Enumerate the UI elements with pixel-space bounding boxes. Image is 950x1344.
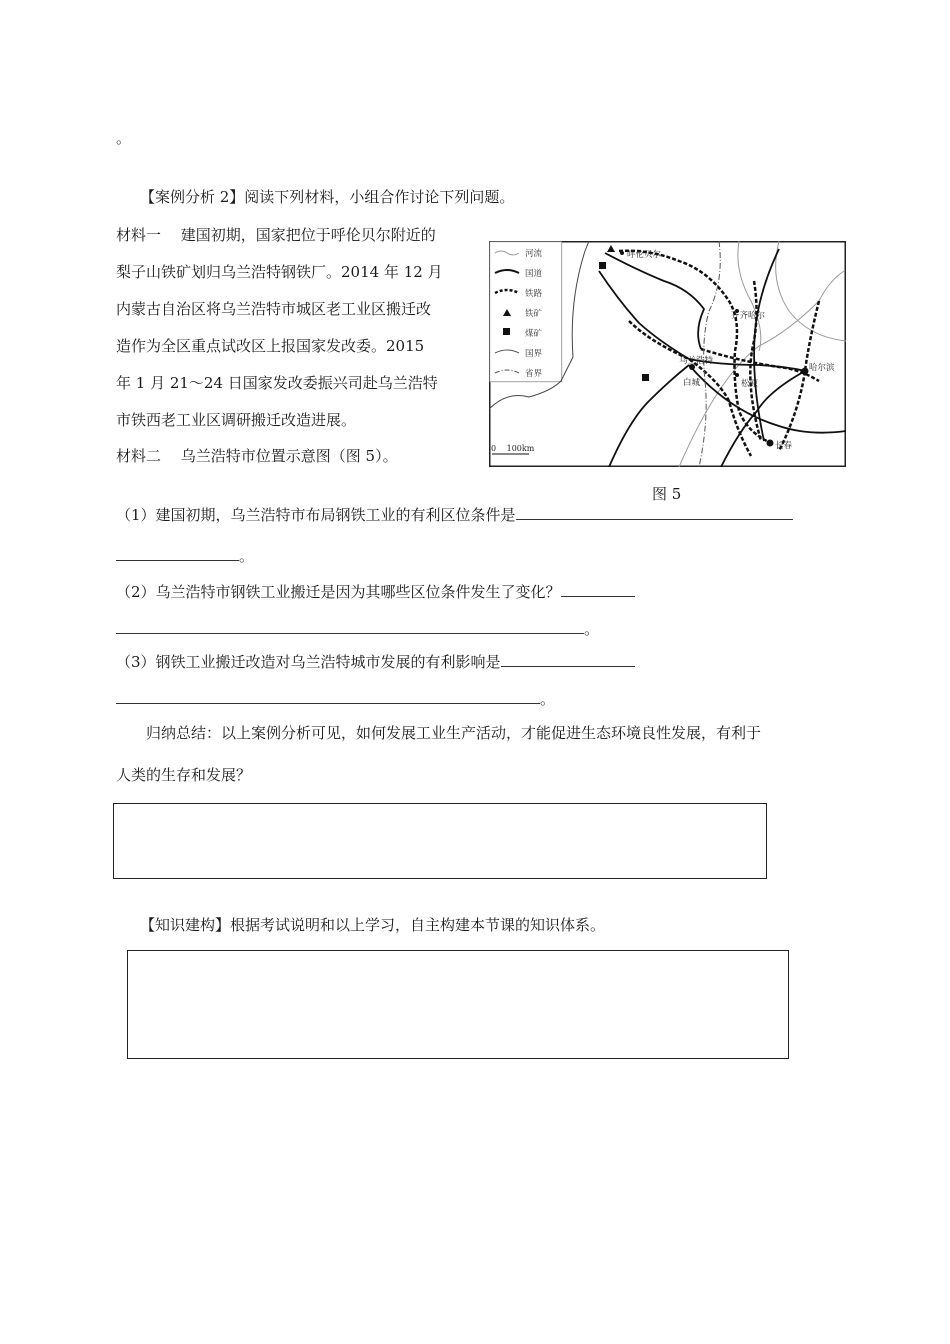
scale-label: 0 100km <box>491 444 535 453</box>
question-3-cont <box>116 689 555 709</box>
answer-blank[interactable] <box>501 652 635 667</box>
material-one-line: 梨子山铁矿划归乌兰浩特钢铁厂。2014 年 12 月 <box>116 263 443 281</box>
legend-river: 河流 <box>525 249 543 259</box>
city-label: 松原 <box>741 379 759 389</box>
legend-railway: 铁路 <box>525 289 543 299</box>
material-one-line: 造作为全区重点试改区上报国家发改委。2015 <box>116 337 425 355</box>
coal-mine-symbol <box>642 374 649 381</box>
legend-coal-symbol <box>503 328 510 335</box>
city-dot <box>620 251 624 255</box>
question-3-text: （3）钢铁工业搬迁改造对乌兰浩特城市发展的有利影响是 <box>116 653 501 671</box>
question-2 <box>116 582 635 602</box>
figure-caption: 图 5 <box>652 485 682 503</box>
question-1 <box>116 505 793 525</box>
city-label: 白城 <box>683 378 701 388</box>
answer-blank[interactable] <box>116 619 584 634</box>
legend-iron: 铁矿 <box>525 309 543 319</box>
city-dot <box>802 368 809 375</box>
summary-line-1: 归纳总结：以上案例分析可见，如何发展工业生产活动，才能促进生态环境良性发展，有利于 <box>146 724 762 742</box>
material-one-line: 年 1 月 21～24 日国家发改委振兴司赴乌兰浩特 <box>116 374 438 392</box>
question-1-cont <box>116 546 254 566</box>
answer-blank[interactable] <box>116 689 540 704</box>
case2-heading: 【案例分析 2】阅读下列材料，小组合作讨论下列问题。 <box>140 188 515 206</box>
question-1-text: （1）建国初期，乌兰浩特市布局钢铁工业的有利区位条件是 <box>116 506 516 524</box>
period: 。 <box>239 547 255 565</box>
legend-border: 国界 <box>525 349 543 359</box>
legend-province: 省界 <box>525 369 543 379</box>
city-dot <box>767 440 774 447</box>
city-label: 长春 <box>775 441 793 451</box>
answer-blank[interactable] <box>561 582 635 597</box>
answer-blank[interactable] <box>116 546 239 561</box>
material-one-line: 材料一 建国初期，国家把位于呼伦贝尔附近的 <box>116 226 436 244</box>
city-label: 呼伦贝尔 <box>627 250 662 260</box>
city-dot <box>735 373 739 377</box>
top-mark: 。 <box>116 129 132 147</box>
question-2-text: （2）乌兰浩特市钢铁工业搬迁是因为其哪些区位条件发生了变化？ <box>116 583 561 601</box>
knowledge-heading: 【知识建构】根据考试说明和以上学习，自主构建本节课的知识体系。 <box>140 916 606 934</box>
summary-line-2: 人类的生存和发展？ <box>116 766 252 784</box>
material-one-line: 市铁西老工业区调研搬迁改造进展。 <box>116 411 357 429</box>
legend-coal: 煤矿 <box>525 329 543 339</box>
material-one-line: 内蒙古自治区将乌兰浩特市城区老工业区搬迁改 <box>116 300 432 318</box>
knowledge-answer-box[interactable] <box>127 950 789 1059</box>
answer-blank[interactable] <box>516 505 793 520</box>
scale-bar <box>491 444 535 454</box>
period: 。 <box>540 690 556 708</box>
city-label: 齐齐哈尔 <box>731 311 766 321</box>
legend-highway: 国道 <box>525 269 543 279</box>
city-label: 乌兰浩特 <box>679 356 714 366</box>
material-two: 材料二 乌兰浩特市位置示意图（图 5）。 <box>116 447 398 465</box>
question-3 <box>116 652 635 672</box>
map-legend <box>490 242 562 382</box>
summary-answer-box[interactable] <box>113 803 767 879</box>
period: 。 <box>584 620 600 638</box>
coal-mine-symbol <box>599 262 606 269</box>
city-label: 哈尔滨 <box>809 363 835 373</box>
question-2-cont <box>116 619 599 639</box>
location-map <box>489 241 846 467</box>
